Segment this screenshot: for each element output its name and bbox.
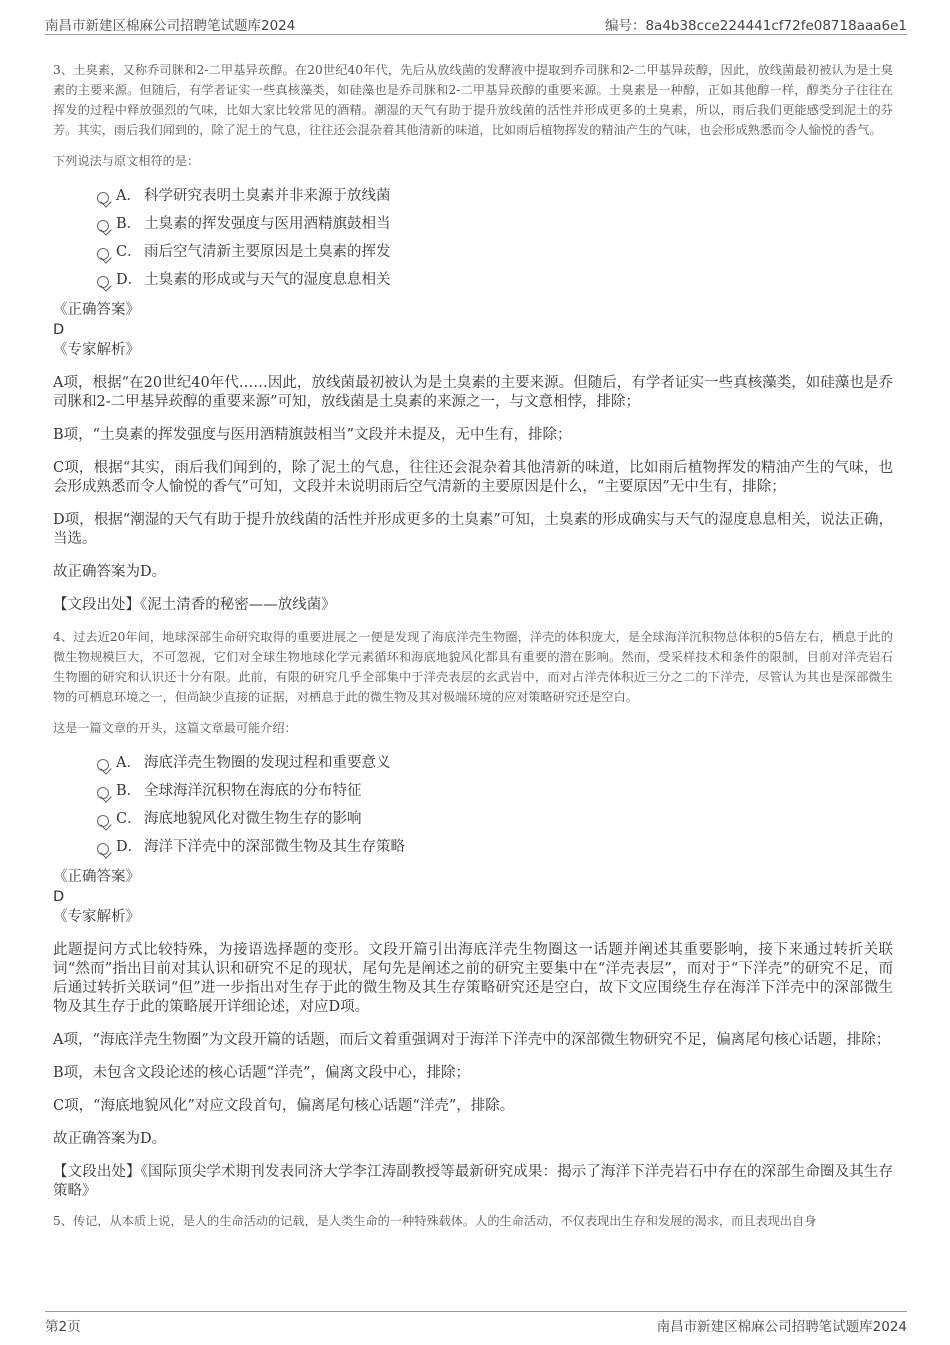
q3-option-a[interactable]: A． 科学研究表明土臭素并非来源于放线菌: [53, 182, 893, 210]
q5-passage: 5、传记，从本质上说，是人的生命活动的记载，是人类生命的一种特殊载体。人的生命活动，不仅表现出生存和发展的渴求，而且表现出自身: [53, 1214, 817, 1228]
q4-analysis-main: 此题提问方式比较特殊，为接语选择题的变形。文段开篇引出海底洋壳生物圈这一话题并阐述其重要影响，接下来通过转折关联词“然而”指出目前对其认识和研究不足的现状，尾句先是阐述之前的研究主要集中在“洋壳表层”，而对于“下洋壳”的研究不足，而后通过转折关联词“但”进一步指出对生存于此的微生物及其生存策略研究还是空白，故下文应围绕生存在海洋下洋壳中的深部微生物及其生存于此的策略展开详细论述，对应D项。: [53, 942, 893, 1015]
radio-icon[interactable]: [97, 787, 109, 799]
q3-option-b[interactable]: B． 土臭素的挥发强度与医用酒精旗鼓相当: [53, 210, 893, 238]
q4-analysis-b: B项，未包含文段论述的核心话题“洋壳”，偏离文段中心，排除；: [53, 1065, 470, 1081]
q4-options: [53, 749, 893, 861]
q4-analysis-c: C项，“海底地貌风化”对应文段首句，偏离尾句核心话题“洋壳”，排除。: [53, 1098, 515, 1114]
q3-option-c[interactable]: C． 雨后空气清新主要原因是土臭素的挥发: [53, 238, 893, 266]
q4-stem: 这是一篇文章的开头，这篇文章最可能介绍：: [53, 721, 297, 735]
q3-analysis-label: 《专家解析》: [53, 342, 140, 358]
q3-options: [53, 182, 893, 294]
q4-answer-label: 《正确答案》: [53, 869, 140, 885]
q3-analysis-a: A项，根据“在20世纪40年代……因此，放线菌最初被认为是土臭素的主要来源。但随后，有学者证实一些真核藻类，如硅藻也是乔司脒和2-二甲基异莰醇的重要来源”可知，放线菌是土臭素的来源之一，与文意相悖，排除；: [53, 375, 893, 410]
q4-analysis-label: 《专家解析》: [53, 909, 140, 925]
q4-analysis-a: A项，“海底洋壳生物圈”为文段开篇的话题，而后文着重强调对于海洋下洋壳中的深部微生物研究不足，偏离尾句核心话题，排除；: [53, 1032, 891, 1048]
q4-conclusion: 故正确答案为D。: [53, 1131, 167, 1147]
q4-option-a[interactable]: A． 海底洋壳生物圈的发现过程和重要意义: [53, 749, 893, 777]
radio-icon[interactable]: [97, 192, 109, 204]
radio-icon[interactable]: [97, 248, 109, 260]
footer-title: 南昌市新建区棉麻公司招聘笔试题库2024: [656, 1319, 907, 1335]
page-content: [53, 60, 893, 1231]
q3-analysis-c: C项，根据“其实，雨后我们闻到的，除了泥土的气息，往往还会混杂着其他清新的味道，比如雨后植物挥发的精油产生的气味，也会形成熟悉而令人愉悦的香气”可知，文段并未说明雨后空气清新的主要原因是什么，“主要原因”无中生有，排除；: [53, 460, 893, 495]
q3-source: 【文段出处】《泥土清香的秘密——放线菌》: [53, 597, 336, 613]
q3-conclusion: 故正确答案为D。: [53, 564, 167, 580]
page-footer: [45, 1311, 907, 1334]
radio-icon[interactable]: [97, 220, 109, 232]
q3-stem: 下列说法与原文相符的是：: [53, 154, 200, 168]
q3-analysis-d: D项，根据“潮湿的天气有助于提升放线菌的活性并形成更多的土臭素”可知，土臭素的形成确实与天气的湿度息息相关，说法正确，当选。: [53, 512, 893, 547]
q3-analysis-b: B项，“土臭素的挥发强度与医用酒精旗鼓相当”文段并未提及，无中生有，排除；: [53, 427, 572, 443]
radio-icon[interactable]: [97, 759, 109, 771]
q3-option-d[interactable]: D． 土臭素的形成或与天气的湿度息息相关: [53, 266, 893, 294]
header-serial: 编号：8a4b38cce224441cf72fe08718aaa6e1: [604, 18, 907, 34]
q3-answer: D: [53, 322, 65, 338]
header-title: 南昌市新建区棉麻公司招聘笔试题库2024: [45, 18, 296, 34]
q4-option-b[interactable]: B． 全球海洋沉积物在海底的分布特征: [53, 777, 893, 805]
q4-option-c[interactable]: C． 海底地貌风化对微生物生存的影响: [53, 805, 893, 833]
radio-icon[interactable]: [97, 815, 109, 827]
q3-answer-label: 《正确答案》: [53, 302, 140, 318]
q4-answer: D: [53, 889, 65, 905]
q4-source: 【文段出处】《国际顶尖学术期刊发表同济大学李江涛副教授等最新研究成果：揭示了海洋下洋壳岩石中存在的深部生命圈及其生存策略》: [53, 1164, 893, 1199]
q4-passage: 4、过去近20年间，地球深部生命研究取得的重要进展之一便是发现了海底洋壳生物圈，洋壳的体积庞大，是全球海洋沉积物总体积的5倍左右，栖息于此的微生物规模巨大，不可忽视，它们对全球生物地球化学元素循环和海底地貌风化都具有重要的潜在影响。然而，受采样技术和条件的限制，目前对洋壳岩石生物圈的研究和认识还十分有限。此前，有限的研究几乎全部集中于洋壳表层的玄武岩中，而对占洋壳体积近三分之二的下洋壳，尽管认为其也是深部微生物的可栖息环境之一，但尚缺少直接的证据，对栖息于此的微生物及其对极端环境的应对策略研究还是空白。: [53, 630, 893, 704]
radio-icon[interactable]: [97, 276, 109, 288]
radio-icon[interactable]: [97, 843, 109, 855]
q4-option-d[interactable]: D． 海洋下洋壳中的深部微生物及其生存策略: [53, 833, 893, 861]
q3-passage: 3、土臭素，又称乔司脒和2-二甲基异莰醇。在20世纪40年代，先后从放线菌的发酵液中提取到乔司脒和2-二甲基异莰醇，因此，放线菌最初被认为是土臭素的主要来源。但随后，有学者证实一些真核藻类，如硅藻也是乔司脒和2-二甲基异莰醇的重要来源。土臭素是一种醇，正如其他醇一样，醇类分子往往在挥发的过程中释放强烈的气味，比如大家比较常见的酒精。潮湿的天气有助于提升放线菌的活性并形成更多的土臭素，所以，雨后我们更能感受到泥土的芬芳。其实，雨后我们闻到的，除了泥土的气息，往往还会混杂着其他清新的味道，比如雨后植物挥发的精油产生的气味，也会形成熟悉而令人愉悦的香气。: [53, 63, 893, 137]
page-number: 第2页: [45, 1319, 81, 1335]
page-header: [45, 14, 907, 35]
